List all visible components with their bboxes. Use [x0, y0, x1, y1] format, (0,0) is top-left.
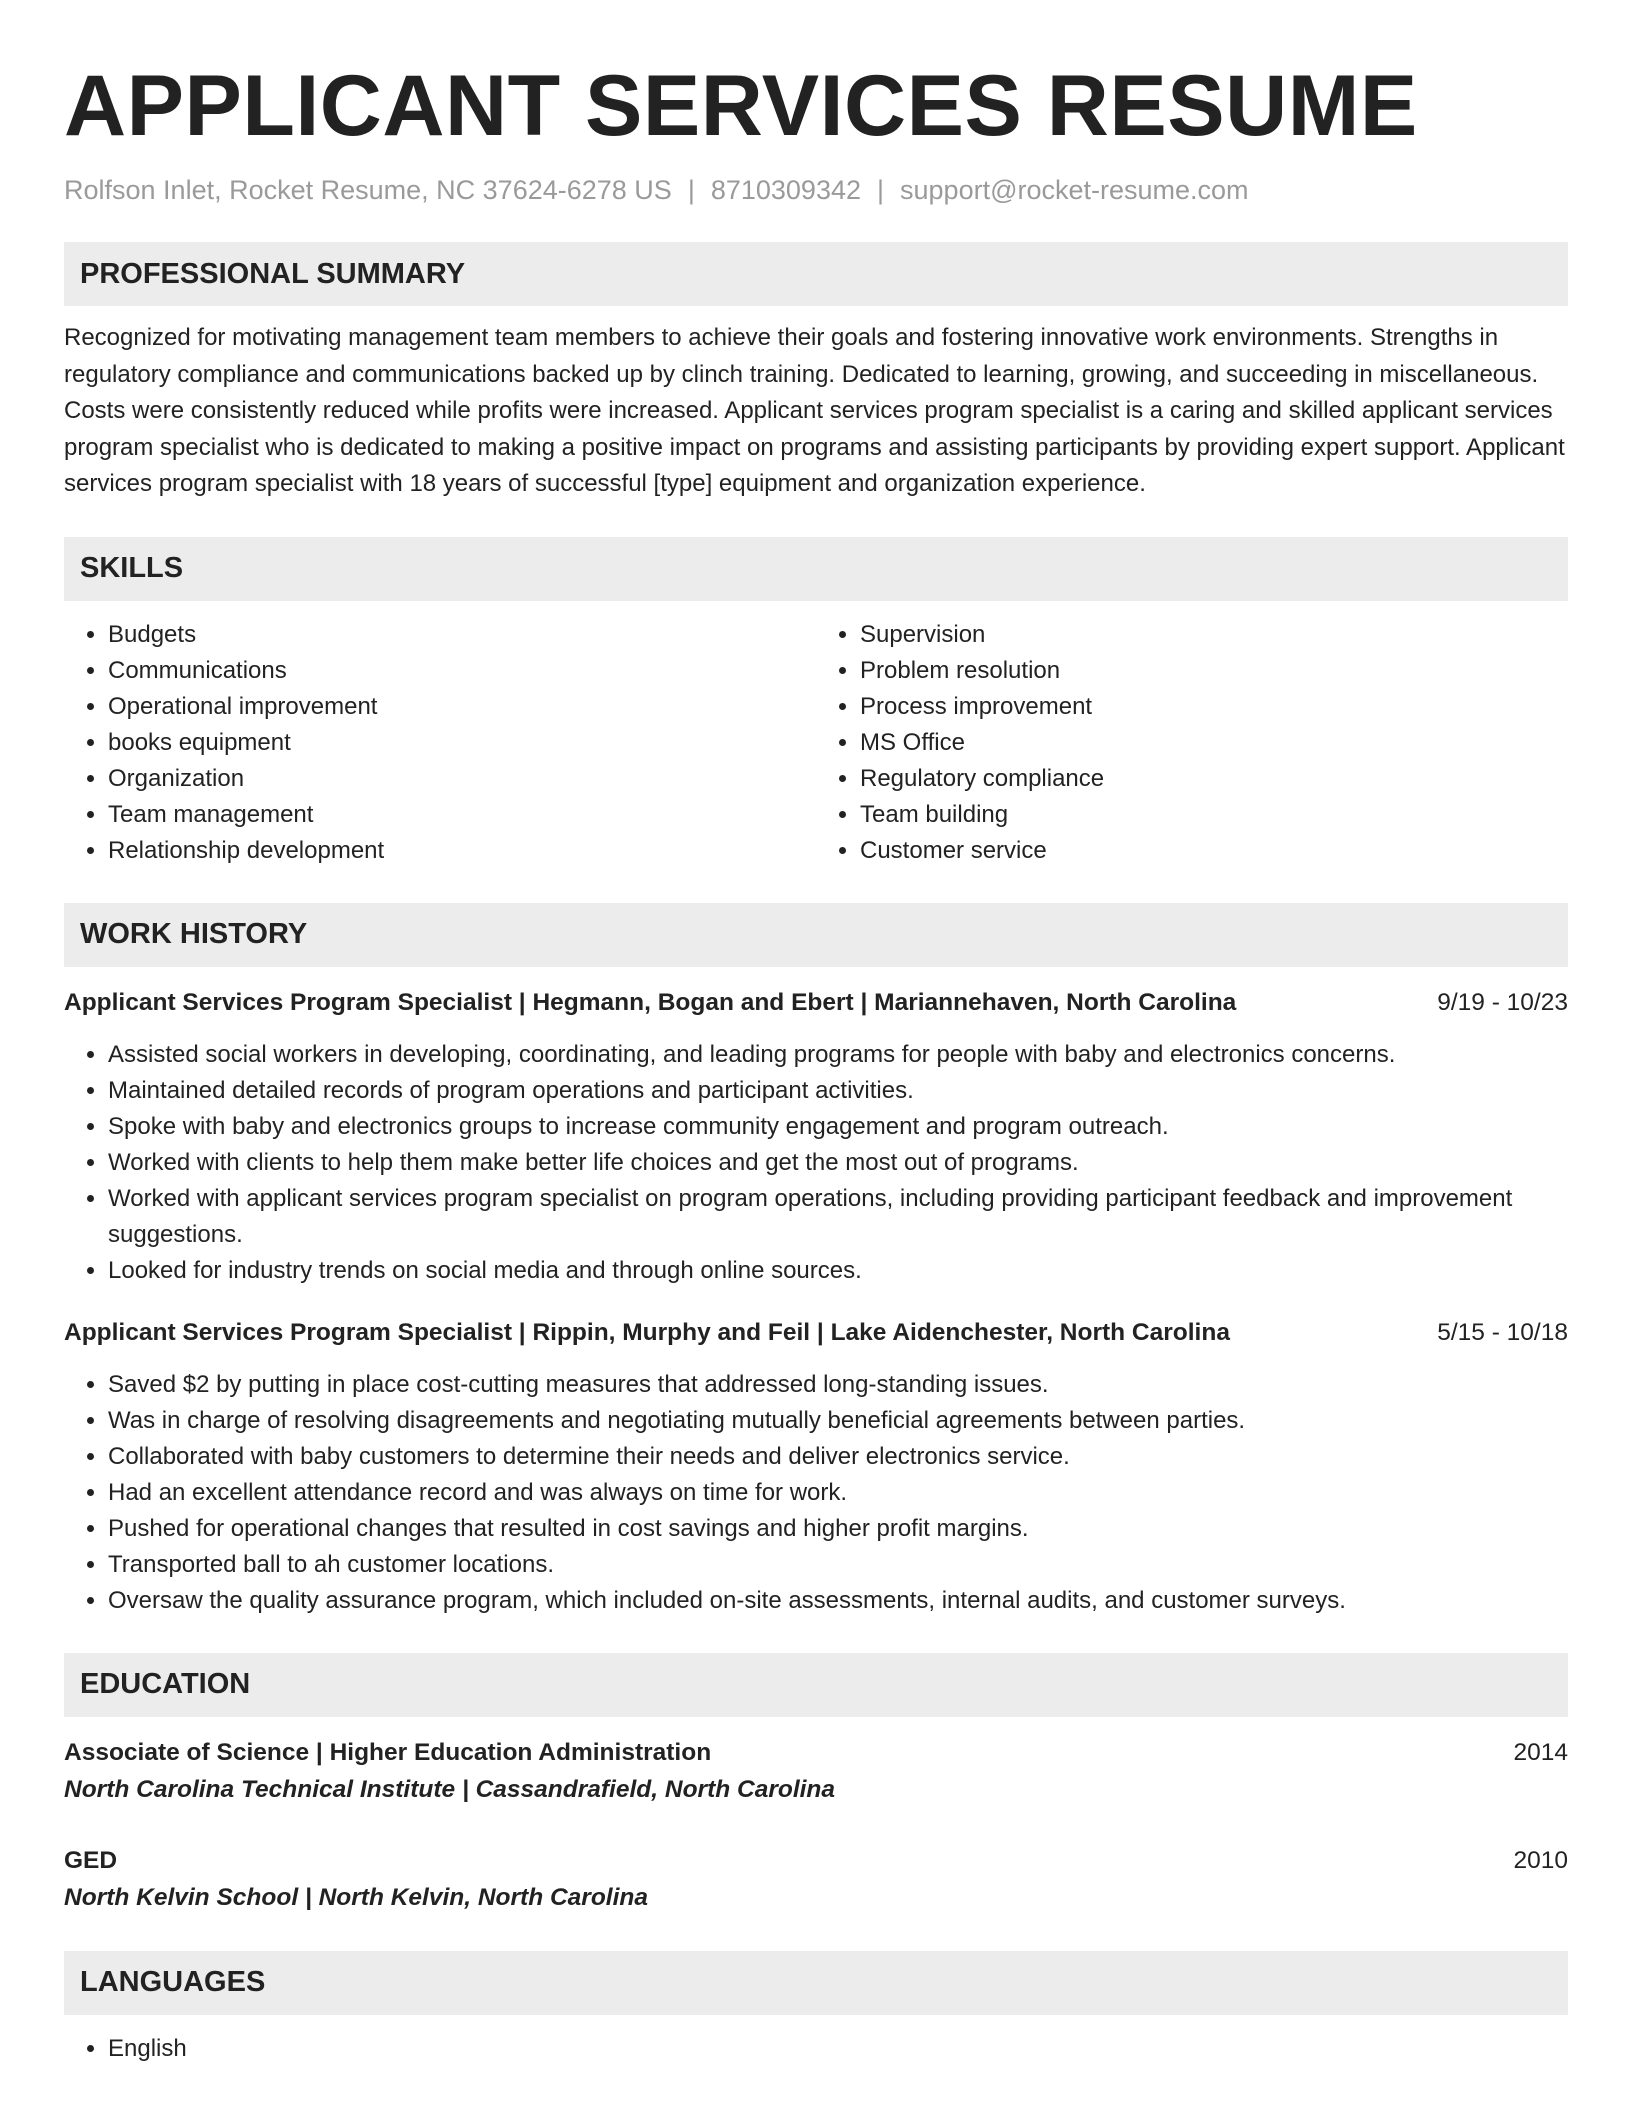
contact-separator: |: [877, 175, 885, 205]
job-bullet: • Was in charge of resolving disagreements and negotiating mutually beneficial agreements between parties.: [108, 1403, 1568, 1439]
skill-item: • Communications: [108, 653, 816, 689]
skills-list: [64, 617, 1568, 869]
summary-text: Recognized for motivating management team members to achieve their goals and fostering innovative work environments. Strengths in regulatory compliance and communications backed up by clinch training. Dedicated to learning, growing, and succeeding in miscellaneous. Costs were consistently reduced while profits were increased. Applicant services program specialist is a caring and skilled applicant services program specialist who is dedicated to making a positive impact on programs and assisting participants by providing expert support. Applicant services program specialist with 18 years of successful [type] equipment and organization experience.: [64, 324, 1565, 497]
education-school: North Kelvin School | North Kelvin, North Carolina: [64, 1883, 649, 1911]
education-school: North Carolina Technical Institute | Cassandrafield, North Carolina: [64, 1775, 836, 1803]
job-bullet: • Spoke with baby and electronics groups to increase community engagement and program outreach.: [108, 1109, 1568, 1145]
job-bullet: • Worked with clients to help them make better life choices and get the most out of programs.: [108, 1145, 1568, 1181]
job-bullet: • Looked for industry trends on social media and through online sources.: [108, 1253, 1568, 1289]
job-bullet: • Worked with applicant services program specialist on program operations, including providing participant feedback and improvement suggestions.: [108, 1181, 1568, 1253]
skill-item: • Team building: [860, 797, 1568, 833]
job-bullet: • Oversaw the quality assurance program, which included on-site assessments, internal audits, and customer surveys.: [108, 1583, 1568, 1619]
contact-separator: |: [687, 175, 695, 205]
skill-item: • MS Office: [860, 725, 1568, 761]
job-bullet: • Collaborated with baby customers to determine their needs and deliver electronics service.: [108, 1439, 1568, 1475]
skill-item: • Supervision: [860, 617, 1568, 653]
job-entry: [64, 985, 1568, 1289]
skill-item: • Problem resolution: [860, 653, 1568, 689]
contact-address: Rolfson Inlet, Rocket Resume, NC 37624-6278 US: [64, 175, 672, 205]
job-bullet: • Pushed for operational changes that resulted in cost savings and higher profit margins.: [108, 1511, 1568, 1547]
job-bullet: • Saved $2 by putting in place cost-cutting measures that addressed long-standing issues.: [108, 1367, 1568, 1403]
job-bullet: • Had an excellent attendance record and was always on time for work.: [108, 1475, 1568, 1511]
skill-item: • Relationship development: [108, 833, 816, 869]
skill-item: • Customer service: [860, 833, 1568, 869]
job-heading: Applicant Services Program Specialist | Rippin, Murphy and Feil | Lake Aidenchester, North Carolina: [64, 1318, 1230, 1346]
job-bullet: • Assisted social workers in developing, coordinating, and leading programs for people with baby and electronics concerns.: [108, 1037, 1568, 1073]
skill-item: • Operational improvement: [108, 689, 816, 725]
skill-item: • Process improvement: [860, 689, 1568, 725]
job-dates: 9/19 - 10/23: [1437, 988, 1568, 1016]
language-item: • English: [108, 2031, 1568, 2067]
job-entry: [64, 1315, 1568, 1619]
skills-section-header: SKILLS: [64, 537, 1568, 601]
job-heading: Applicant Services Program Specialist | Hegmann, Bogan and Ebert | Mariannehaven, North Carolina: [64, 988, 1237, 1016]
education-heading-row: [64, 1735, 1568, 1771]
job-heading-row: [64, 1315, 1568, 1351]
skill-item: • Budgets: [108, 617, 816, 653]
education-section-header: EDUCATION: [64, 1653, 1568, 1717]
languages-list: [64, 2031, 1568, 2067]
education-entry: [64, 1735, 1568, 1809]
education-year: 2010: [1513, 1846, 1568, 1874]
contact-line: [64, 172, 1568, 208]
job-bullets: [64, 1037, 1568, 1289]
skill-item: • Organization: [108, 761, 816, 797]
education-year: 2014: [1513, 1738, 1568, 1766]
contact-email[interactable]: support@rocket-resume.com: [900, 175, 1249, 205]
skill-item: • Team management: [108, 797, 816, 833]
languages-section-header: LANGUAGES: [64, 1951, 1568, 2015]
work-section-header: WORK HISTORY: [64, 903, 1568, 967]
education-degree: Associate of Science | Higher Education Administration: [64, 1738, 712, 1766]
job-bullets: [64, 1367, 1568, 1619]
resume-title: APPLICANT SERVICES RESUME: [64, 58, 1418, 154]
job-bullet: • Transported ball to ah customer locations.: [108, 1547, 1568, 1583]
job-bullet: • Maintained detailed records of program operations and participant activities.: [108, 1073, 1568, 1109]
job-dates: 5/15 - 10/18: [1437, 1318, 1568, 1346]
skills-column-left: [64, 617, 816, 869]
education-degree: GED: [64, 1846, 118, 1874]
job-heading-row: [64, 985, 1568, 1021]
education-heading-row: [64, 1843, 1568, 1879]
skill-item: • Regulatory compliance: [860, 761, 1568, 797]
contact-phone: 8710309342: [710, 175, 861, 205]
skill-item: • books equipment: [108, 725, 816, 761]
skills-column-right: [816, 617, 1568, 869]
education-entry: [64, 1843, 1568, 1917]
summary-section-header: PROFESSIONAL SUMMARY: [64, 242, 1568, 306]
